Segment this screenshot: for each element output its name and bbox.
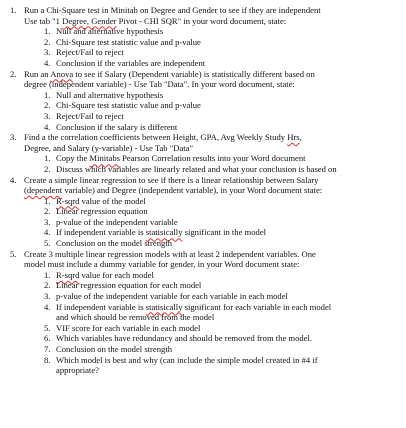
subtask: 5. VIF score for each variable in each model [44, 322, 201, 333]
task-text: Run an Anova to see if Salary (Dependent variable) is statistically different based on degree (independent variable) - Use Tab "Data". In your word document, state: [24, 68, 315, 90]
subtask: 2. Discuss which variables are linearly related and what your conclusion is based on [44, 163, 337, 174]
spellcheck-flag: Hrs [287, 132, 300, 143]
subtask: 2. Chi-Square test statistic value and p-value [44, 100, 201, 111]
spellcheck-flag: statisically [145, 301, 183, 312]
subtask-list [24, 90, 400, 132]
subtask-list [24, 196, 400, 249]
task-number: 2. [10, 68, 17, 79]
task-number: 4. [10, 174, 17, 185]
task-number: 1. [10, 5, 17, 15]
task-1 [10, 5, 400, 69]
spellcheck-flag: Anova [50, 68, 74, 79]
task-text: Create a simple linear regression to see if there is a linear relationship between Salary (dependent variable) and Degree (independent variable), in your Word document state: [24, 174, 323, 196]
subtask: 4. If independent variable is statisically significant for each variable in each model and which should be removed from the model [44, 301, 332, 323]
subtask: 1. Copy the Minitabs Pearson Correlation results into your Word document [44, 153, 306, 164]
subtask: 5. Conclusion on the model strength [44, 238, 173, 249]
subtask: 1. Null and alternative hypothesis [44, 89, 164, 100]
spellcheck-flag: R-sqrd [56, 269, 80, 280]
subtask-list [24, 26, 400, 68]
task-4 [10, 175, 400, 249]
spellcheck-flag: Minitabs [89, 153, 120, 164]
spellcheck-flag: Degree, Gender [62, 15, 117, 26]
task-2 [10, 69, 400, 133]
spellcheck-flag: R-sqrd [56, 195, 80, 206]
task-text: Run a Chi-Square test in Minitab on Degree and Gender to see if they are independent Use tab "1 Degree, Gender Pivot - CHI SQR" in your word document, state: [24, 5, 321, 26]
subtask: 8. Which model is best and why (can include the simple model created in #4 if appropriate? [44, 354, 318, 376]
subtask: 1. R-sqrd value for each model [44, 269, 154, 280]
task-text: Create 3 multiple linear regression models with at least 2 independent variables. One model must include a dummy variable for gender, in your Word document state: [24, 248, 316, 270]
spellcheck-flag: (dependent [24, 185, 63, 196]
subtask-list [24, 270, 400, 376]
subtask: 4. Conclusion if the variables are independent [44, 57, 206, 68]
subtask: 2. Linear regression equation for each model [44, 280, 202, 291]
subtask: 2. Chi-Square test statistic value and p-value [44, 36, 201, 47]
subtask: 4. Conclusion if the salary is different [44, 121, 178, 132]
task-3 [10, 132, 400, 174]
task-text: Find a the correlation coefficients between Height, GPA, Avg Weekly Study Hrs, Degree, and Salary (y-variable) - Use Tab "Data" [24, 132, 302, 153]
subtask: 3. Reject/Fail to reject [44, 110, 124, 121]
subtask: 2. Linear regression equation [44, 206, 148, 217]
task-number: 5. [10, 248, 17, 259]
subtask: 1. R-sqrd value of the model [44, 195, 146, 206]
subtask: 3. p-value of the independent variable [44, 216, 178, 227]
subtask-list [24, 153, 400, 174]
spellcheck-flag: statisically [145, 227, 183, 238]
task-5 [10, 249, 400, 376]
subtask: 3. p-value of the independent variable for each variable in each model [44, 291, 288, 302]
task-list [10, 5, 400, 376]
subtask: 6. Which variables have redundancy and should be removed from the model. [44, 333, 313, 344]
subtask: 1. Null and alternative hypothesis [44, 26, 164, 37]
subtask: 3. Reject/Fail to reject [44, 47, 124, 58]
subtask: 7. Conclusion on the model strength [44, 344, 173, 354]
subtask: 4. If independent variable is statisically significant in the model [44, 227, 267, 238]
task-number: 3. [10, 132, 17, 143]
